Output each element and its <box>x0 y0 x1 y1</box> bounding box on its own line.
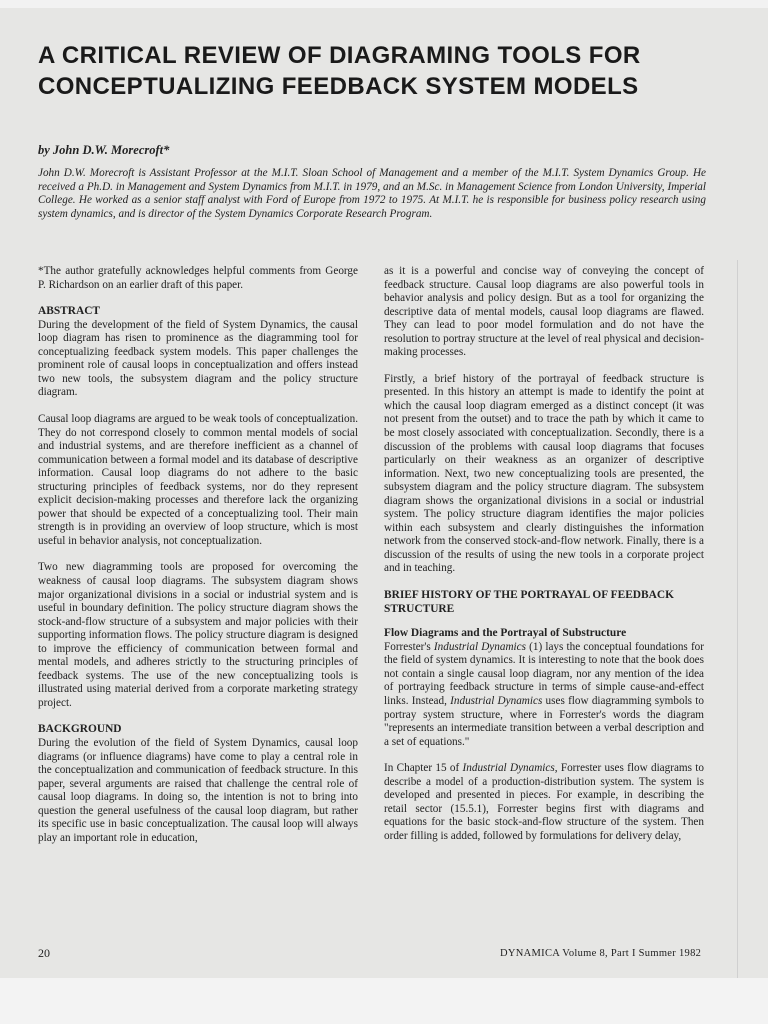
background-heading: BACKGROUND <box>38 723 122 736</box>
scan-margin-bottom <box>0 978 768 1024</box>
text-run: In Chapter 15 of <box>384 762 463 775</box>
journal-footer: DYNAMICA Volume 8, Part I Summer 1982 <box>500 948 702 959</box>
heading-gap <box>384 616 704 627</box>
book-title-italic: Industrial Dynamics <box>462 762 555 775</box>
right-column <box>384 265 704 843</box>
book-title-italic: Industrial Dynamics <box>450 695 543 707</box>
page-number: 20 <box>38 946 50 960</box>
title-line-1: A CRITICAL REVIEW OF DIAGRAMING TOOLS FOR <box>38 42 641 69</box>
abstract-paragraph-2: Causal loop diagrams are argued to be weak tools of conceptualization. They do not correspond closely to common mental models of social and industrial systems, and are therefore inefficient as a channel of communication between a formal model and its database of descriptive information. Causal loop diagrams do not adhere to the basic structuring principles of feedback systems, nor do they represent explicit decision-making processes and therefore lack the organizing power that should be expected of a conceptualizing tool. Their main strength is in providing an overview of loop structure, which is most useful in behavior analysis, not conceptualization. <box>38 412 358 547</box>
article-title <box>38 40 698 102</box>
scan-margin-top <box>0 0 768 8</box>
byline: by John D.W. Morecroft* <box>38 143 170 157</box>
acknowledgement-footnote: *The author gratefully acknowledges helpful comments from George P. Richardson on an earlier draft of this paper. <box>38 265 358 291</box>
left-column <box>38 265 358 845</box>
flow-diagrams-heading: Flow Diagrams and the Portrayal of Substructure <box>384 627 627 640</box>
history-heading: BRIEF HISTORY OF THE PORTRAYAL OF FEEDBACK STRUCTURE <box>384 589 674 615</box>
abstract-paragraph-1: During the development of the field of System Dynamics, the causal loop diagram has risen to prominence as the diagramming tool for conceptualizing feedback system models. This paper challenges the prominent role of causal loops in conceptualization and offers instead two new tools, the subsystem diagram and the policy structure diagram. <box>38 318 358 399</box>
text-run: , Forrester uses flow diagrams to describe a model of a production-distribution system. The system is developed and presented in pieces. For example, in describing the retail sector (15.5.1), Forrester begins first with diagrams and equations for the basic stock-and-flow structure of the system. Then order filling is added, followed by formulations for delivery delay, <box>384 762 705 842</box>
book-title-italic: Industrial Dynamics <box>433 640 526 653</box>
background-paragraph-1: During the evolution of the field of System Dynamics, causal loop diagrams (or influence diagrams) have come to play a central role in the conceptualization and communication of feedback structure. In this paper, several arguments are raised that challenge the central role of causal loop diagrams. In doing so, the intention is not to bring into question the general usefulness of the causal loop diagram, but rather its specific use in basic conceptualization. The causal loop will always play an important role in education, <box>38 737 358 844</box>
text-run: Forrester's <box>384 640 434 653</box>
text-run: uses flow diagramming symbols to portray system structure, where in Forrester's words the diagram "represents an intermediate transition between a verbal description and a set of equations." <box>384 695 704 748</box>
abstract-paragraph-3: Two new diagramming tools are proposed for overcoming the weakness of causal loop diagrams. The subsystem diagram shows major organizational divisions in a social or industrial system and is useful in boundary definition. The policy structure diagram shows the stock-and-flow structure of a subsystem and major policies with their supporting information flows. The policy structure diagram is designed to improve the efficiency of communication between formal and mental models, and adheres strictly to the structuring principles of feedback systems. The use of the new conceptualizing tools is illustrated using material derived from a corporate marketing strategy project. <box>38 561 358 709</box>
history-paragraph-1 <box>384 641 704 749</box>
page-edge-line <box>737 260 738 980</box>
history-paragraph-2 <box>384 762 704 843</box>
text-run: (1) lays the conceptual foundations for the field of system dynamics. It is interesting to note that the book does not contain a single causal loop diagram, nor any mention of the idea of portraying feedback structure in terms of simple cause-and-effect links. Instead, <box>384 640 704 707</box>
intro-paragraph-1: as it is a powerful and concise way of conveying the concept of feedback structure. Causal loop diagrams are also powerful tools in behavior analysis and policy design. But as a tool for organizing the descriptive data of mental models, causal loop diagrams are flawed. They can lead to poor model formulation and do not have the resolution to portray structure at the level of real physical and decision-making processes. <box>384 265 704 359</box>
intro-paragraph-2: Firstly, a brief history of the portrayal of feedback structure is presented. In this history an attempt is made to identify the point at which the causal loop diagram emerged as a distinct concept (it was not present from the outset) and to trace the path by which it came to be most closely associated with conceptualization. Secondly, there is a discussion of the problems with causal loop diagrams that focuses particularly on their weakness as an organizer of descriptive information. Next, two new conceptualizing tools are presented, the subsystem diagram and the policy structure diagram. The subsystem diagram shows the organizational divisions in a social or industrial system. The policy structure diagram identifies the major policies within each subsystem and clearly distinguishes the information network from the conserved stock-and-flow network. Finally, there is a discussion of the results of using the new tools in a corporate project and in teaching. <box>384 372 704 575</box>
abstract-heading: ABSTRACT <box>38 305 101 318</box>
title-line-2: CONCEPTUALIZING FEEDBACK SYSTEM MODELS <box>38 73 639 100</box>
author-bio: John D.W. Morecroft is Assistant Professor at the M.I.T. Sloan School of Management and a member of the M.I.T. System Dynamics Group. He received a Ph.D. in Management and System Dynamics from M.I.T. in 1979, and an M.Sc. in Management Science from London University, Imperial College. He worked as a senior staff analyst with Ford of Europe from 1972 to 1975. At M.I.T. he is responsible for business policy research using system dynamics, and is director of the System Dynamics Corporate Research Program. <box>38 167 706 220</box>
